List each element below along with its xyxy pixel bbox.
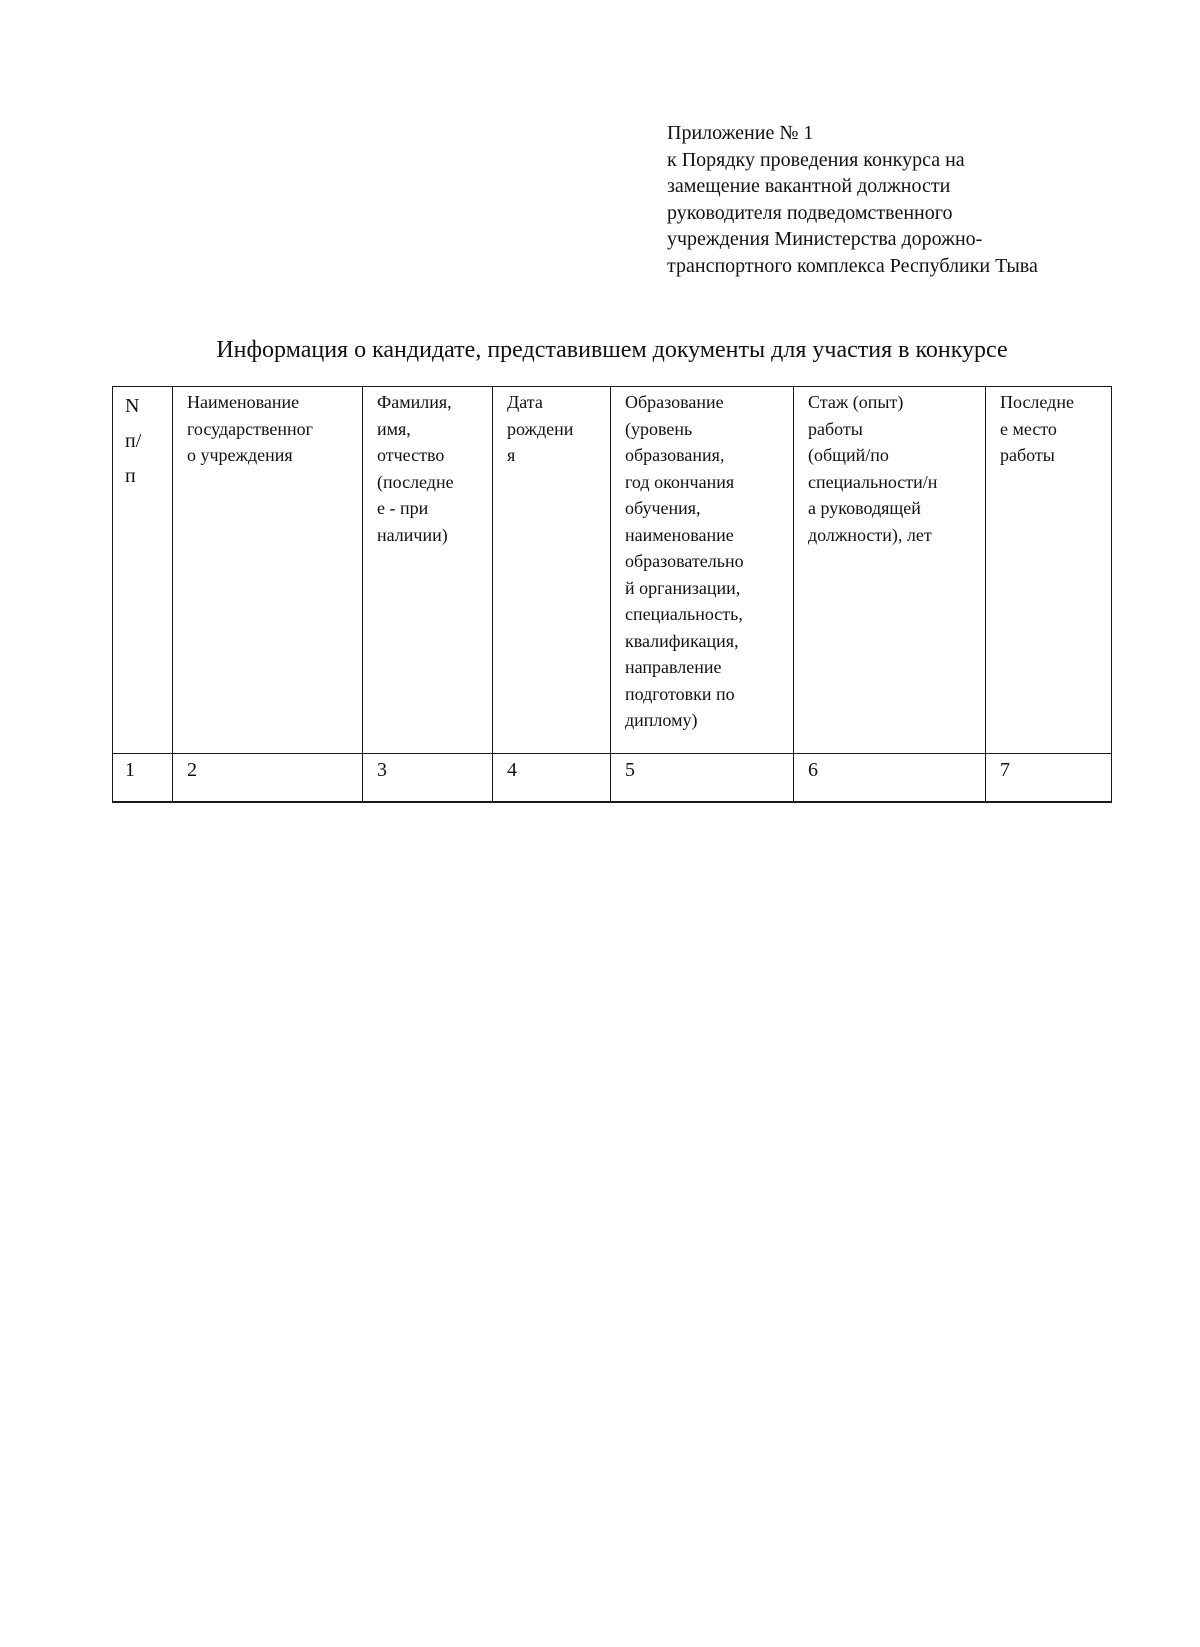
table-header-row (113, 387, 1112, 754)
table-row (113, 754, 1112, 803)
appendix-line: к Порядку проведения конкурса на (667, 148, 965, 171)
column-number-cell: 2 (173, 754, 363, 803)
appendix-block (667, 120, 1187, 279)
appendix-line: учреждения Министерства дорожно- (667, 228, 983, 250)
appendix-line: руководителя подведомственного (667, 201, 953, 224)
header-cell-full-name: Фамилия, имя, отчество (последне е - при наличии) (363, 387, 493, 754)
header-cell-institution: Наименование государственног о учреждения (173, 387, 363, 754)
header-cell-experience: Стаж (опыт) работы (общий/по специальности/н а руководящей должности), лет (794, 387, 986, 754)
column-number-cell: 4 (493, 754, 611, 803)
appendix-line: замещение вакантной должности (667, 175, 951, 197)
column-number-cell: 3 (363, 754, 493, 803)
header-cell-birth-date: Дата рождени я (493, 387, 611, 754)
candidate-info-table (112, 386, 1112, 803)
column-number-cell: 7 (986, 754, 1112, 803)
header-cell-number: N п/ п (113, 387, 173, 754)
appendix-line: транспортного комплекса Республики Тыва (667, 254, 1038, 277)
header-cell-education: Образование (уровень образования, год окончания обучения, наименование образовательно й организации, специальность, квалификация, направление подготовки по диплому) (611, 387, 794, 754)
document-title: Информация о кандидате, представившем документы для участия в конкурсе (216, 337, 1008, 363)
appendix-line: Приложение № 1 (667, 122, 814, 144)
column-number-cell: 6 (794, 754, 986, 803)
header-cell-last-workplace: Последне е место работы (986, 387, 1112, 754)
column-number-cell: 5 (611, 754, 794, 803)
column-number-cell: 1 (113, 754, 173, 803)
